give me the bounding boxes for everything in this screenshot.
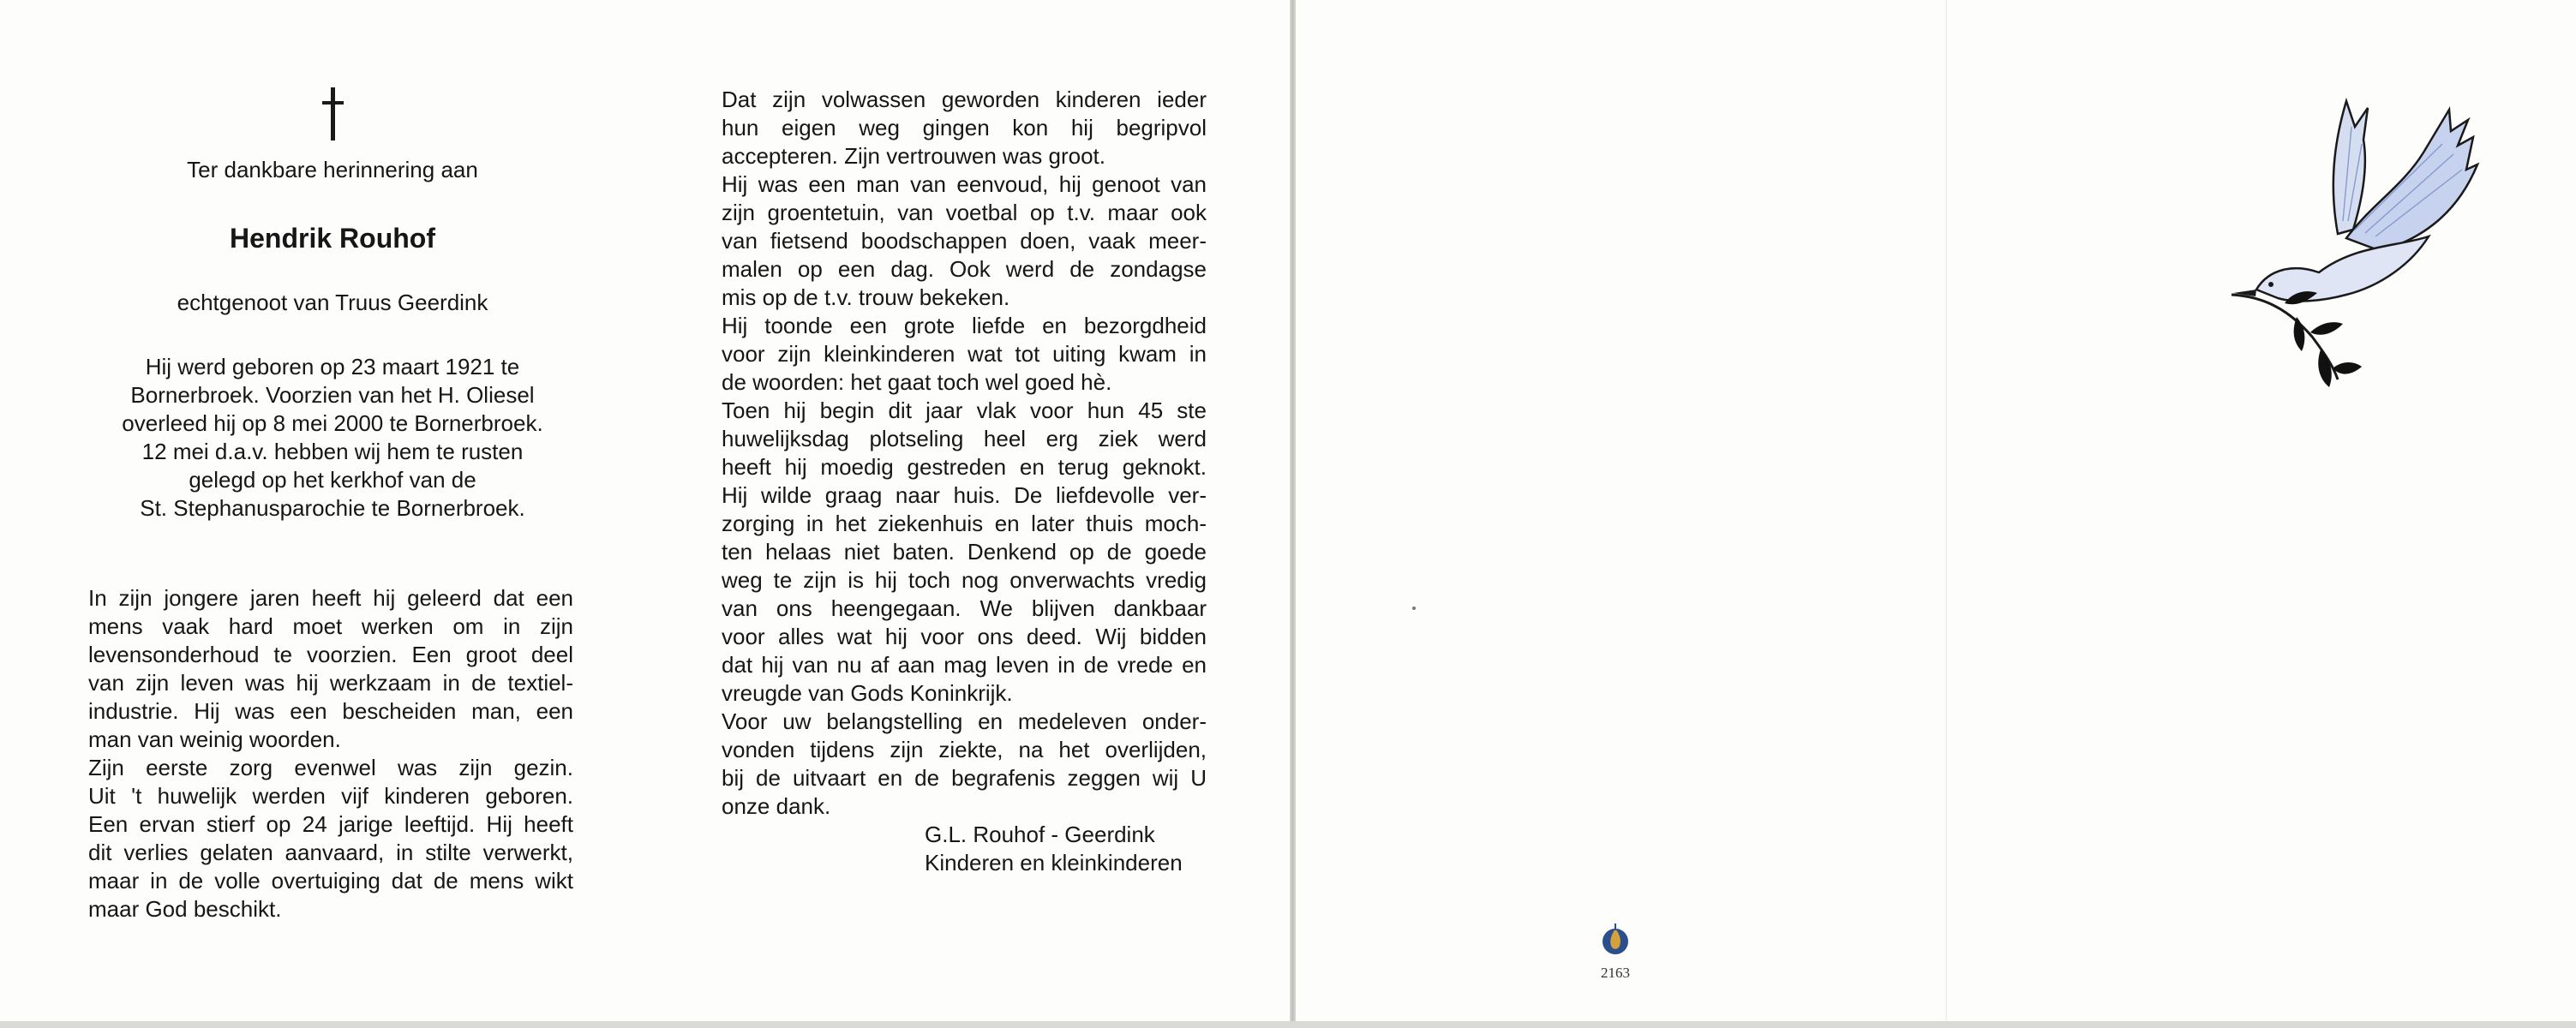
text-line: maar God beschikt. (88, 896, 282, 922)
text-line: huwelijksdag plotseling heel erg ziek werd (722, 426, 1207, 451)
text-line: Toen hij begin dit jaar vlak voor hun 45 ste (722, 397, 1207, 423)
text-line: Dat zijn volwassen geworden kinderen ieder (722, 87, 1207, 112)
intro-line: Ter dankbare herinnering aan (187, 157, 478, 182)
text-line: Een ervan stierf op 24 jarige leeftijd. Hij heeft (88, 811, 573, 837)
text-line: vreugde van Gods Koninkrijk. (722, 680, 1013, 706)
text-line: Zijn eerste zorg evenwel was zijn gezin. (88, 755, 573, 780)
text-line: van fietsend boodschappen doen, vaak meer- (722, 228, 1207, 254)
text-line: accepteren. Zijn vertrouwen was groot. (722, 143, 1105, 169)
text-line: de woorden: het gaat toch wel goed hè. (722, 369, 1112, 395)
deceased-name: Hendrik Rouhof (230, 223, 435, 254)
life-story-part-2 (722, 86, 1207, 877)
birth-line: 12 mei d.a.v. hebben wij hem te rusten (141, 439, 524, 464)
text-line: maar in de volle overtuiging dat de mens wikt (88, 868, 573, 894)
text-line: mens vaak hard moet werken om in zijn (88, 613, 573, 639)
center-fold (1290, 0, 1296, 1021)
text-line: malen op een dag. Ook werd de zondagse (722, 256, 1207, 282)
print-number: 2163 (1601, 965, 1630, 981)
thanks-line: vonden tijdens zijn ziekte, na het overlijden, (722, 737, 1207, 762)
text-line: zijn groentetuin, van voetbal op t.v. maar ook (722, 200, 1207, 225)
life-story-part-1 (88, 584, 573, 923)
text-line: van zijn leven was hij werkzaam in de textiel- (88, 670, 573, 696)
text-line: voor alles wat hij voor ons deed. Wij bidden (722, 624, 1207, 649)
thanks-line: bij de uitvaart en de begrafenis zeggen wij U (722, 765, 1207, 791)
text-line: hun eigen weg gingen kon hij begripvol (722, 115, 1207, 140)
text-line: industrie. Hij was een bescheiden man, een (88, 698, 573, 724)
signature-line: G.L. Rouhof - Geerdink (925, 822, 1155, 847)
text-line: van ons heengegaan. We blijven dankbaar (722, 595, 1207, 621)
birth-line: gelegd op het kerkhof van de (189, 467, 476, 493)
text-line: dit verlies gelaten aanvaard, in stilte verwerkt, (88, 840, 573, 865)
birth-line: Hij werd geboren op 23 maart 1921 te (145, 354, 520, 380)
paper-speck (1412, 607, 1416, 610)
text-line: dat hij van nu af aan mag leven in de vrede en (722, 652, 1207, 678)
text-line: weg te zijn is hij toch nog onverwachts vredig (722, 567, 1207, 593)
birth-death-paragraph (86, 353, 579, 523)
thanks-line: onze dank. (722, 793, 831, 819)
birth-line: Bornerbroek. Voorzien van het H. Oliesel (130, 382, 535, 408)
text-line: Hij was een man van eenvoud, hij genoot van (722, 171, 1207, 197)
text-line: Uit 't huwelijk werden vijf kinderen geboren. (88, 783, 573, 809)
flame-drop-logo-icon (1601, 923, 1630, 956)
panel-1 (86, 86, 579, 523)
text-line: zorging in het ziekenhuis en later thuis moch- (722, 511, 1207, 536)
spouse-line: echtgenoot van Truus Geerdink (177, 290, 488, 315)
cross-icon (320, 86, 345, 142)
text-line: mis op de t.v. trouw bekeken. (722, 284, 1010, 310)
text-line: voor zijn kleinkinderen wat tot uiting kwam in (722, 341, 1207, 367)
text-line: In zijn jongere jaren heeft hij geleerd dat een (88, 585, 573, 611)
birth-line: overleed hij op 8 mei 2000 te Bornerbroek. (122, 410, 543, 436)
text-line: Hij wilde graag naar huis. De liefdevolle ver- (722, 482, 1207, 508)
signature-line: Kinderen en kleinkinderen (925, 850, 1183, 876)
text-line: man van weinig woorden. (88, 726, 341, 752)
right-fold (1945, 0, 1947, 1021)
text-line: Hij toonde een grote liefde en bezorgdheid (722, 313, 1207, 338)
dove-with-olive-branch-icon (2218, 93, 2518, 394)
text-line: heeft hij moedig gestreden en terug geknokt. (722, 454, 1207, 480)
text-line: ten helaas niet baten. Denkend op de goede (722, 539, 1207, 565)
text-line: levensonderhoud te voorzien. Een groot deel (88, 642, 573, 667)
scanner-edge (0, 1021, 2576, 1028)
birth-line: St. Stephanusparochie te Bornerbroek. (140, 495, 525, 521)
thanks-line: Voor uw belangstelling en medeleven onder- (722, 708, 1207, 734)
